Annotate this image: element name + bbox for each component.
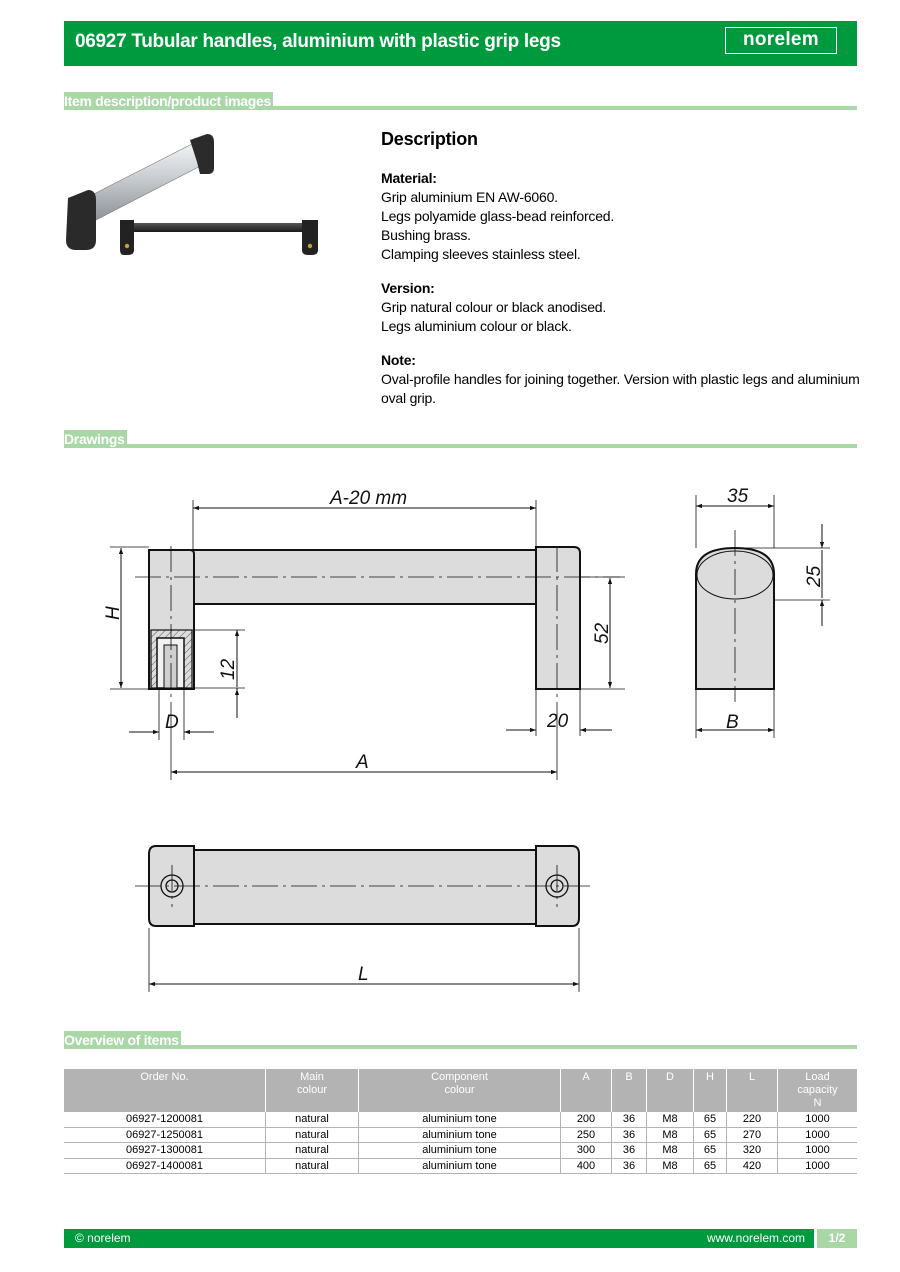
note-text: Oval-profile handles for joining together. Version with plastic legs and aluminium oval grip.	[381, 371, 860, 406]
table-cell: 300	[561, 1143, 612, 1159]
table-cell: 36	[612, 1112, 647, 1127]
table-cell: natural	[266, 1143, 359, 1159]
copyright: © norelem	[75, 1231, 131, 1245]
dim-a-minus-20: A-20 mm	[330, 488, 408, 509]
table-cell: 220	[727, 1112, 778, 1127]
top-grip	[192, 850, 536, 924]
table-cell: M8	[647, 1158, 694, 1174]
section-header-drawings	[64, 430, 857, 448]
table-cell: 1000	[778, 1158, 858, 1174]
version-line: Legs aluminium colour or black.	[381, 318, 572, 334]
dim-b: B	[726, 712, 739, 733]
table-row	[64, 1127, 857, 1143]
dim-52: 52	[592, 622, 613, 644]
dim-12: 12	[218, 658, 239, 680]
table-row	[64, 1143, 857, 1159]
table-cell: 1000	[778, 1127, 858, 1143]
table-cell: 1000	[778, 1112, 858, 1127]
table-cell: 06927-1400081	[64, 1158, 266, 1174]
table-cell: M8	[647, 1127, 694, 1143]
table-cell: 06927-1200081	[64, 1112, 266, 1127]
table-cell: 200	[561, 1112, 612, 1127]
col-load-capacity: Load capacity N	[778, 1069, 858, 1112]
table-cell: 320	[727, 1143, 778, 1159]
section-label: Overview of items	[64, 1032, 179, 1048]
table-cell: M8	[647, 1143, 694, 1159]
col-order-no: Order No.	[64, 1069, 266, 1112]
table-cell: aluminium tone	[359, 1158, 561, 1174]
dim-d: D	[165, 712, 179, 733]
dim-h: H	[103, 606, 124, 620]
section-label: Drawings	[64, 431, 125, 447]
table-cell: 36	[612, 1143, 647, 1159]
dim-a: A	[356, 752, 369, 773]
section-label: Item description/product images	[64, 93, 271, 109]
table-cell: 400	[561, 1158, 612, 1174]
col-a: A	[561, 1069, 612, 1112]
table-cell: 06927-1300081	[64, 1143, 266, 1159]
table-cell: 420	[727, 1158, 778, 1174]
material-label: Material:	[381, 170, 437, 186]
dim-25: 25	[804, 565, 825, 587]
table-row	[64, 1112, 857, 1127]
table-cell: 65	[694, 1127, 727, 1143]
material-line: Grip aluminium EN AW-6060.	[381, 189, 558, 205]
col-b: B	[612, 1069, 647, 1112]
col-component-colour: Component colour	[359, 1069, 561, 1112]
version-label: Version:	[381, 280, 435, 296]
norelem-logo: norelem	[725, 27, 837, 54]
table-cell: aluminium tone	[359, 1143, 561, 1159]
table-cell: natural	[266, 1158, 359, 1174]
right-leg	[536, 547, 580, 689]
page-header	[64, 21, 857, 66]
table-row	[64, 1158, 857, 1174]
description-heading: Description	[381, 129, 478, 149]
col-main-colour: Main colour	[266, 1069, 359, 1112]
table-cell: natural	[266, 1112, 359, 1127]
page-footer	[64, 1229, 857, 1248]
description-block	[381, 128, 861, 408]
section-header-overview	[64, 1031, 857, 1049]
dim-l: L	[358, 964, 369, 985]
table-cell: M8	[647, 1112, 694, 1127]
col-h: H	[694, 1069, 727, 1112]
table-cell: 06927-1250081	[64, 1127, 266, 1143]
product-image	[62, 128, 332, 263]
note-label: Note:	[381, 352, 416, 368]
section-header-images	[64, 92, 857, 110]
table-cell: 65	[694, 1143, 727, 1159]
page-title: 06927 Tubular handles, aluminium with plastic grip legs	[75, 31, 561, 52]
material-line: Clamping sleeves stainless steel.	[381, 246, 581, 262]
table-cell: 36	[612, 1127, 647, 1143]
technical-drawing	[0, 470, 900, 1010]
table-cell: 65	[694, 1158, 727, 1174]
website-link[interactable]: www.norelem.com	[706, 1231, 805, 1245]
table-cell: 250	[561, 1127, 612, 1143]
table-cell: aluminium tone	[359, 1112, 561, 1127]
table-cell: 1000	[778, 1143, 858, 1159]
table-cell: 36	[612, 1158, 647, 1174]
dim-35: 35	[727, 486, 749, 507]
col-l: L	[727, 1069, 778, 1112]
table-cell: natural	[266, 1127, 359, 1143]
col-d: D	[647, 1069, 694, 1112]
items-table	[64, 1069, 857, 1174]
table-header-row	[64, 1069, 857, 1112]
table-cell: 270	[727, 1127, 778, 1143]
table-cell: 65	[694, 1112, 727, 1127]
dim-20: 20	[547, 711, 569, 732]
version-line: Grip natural colour or black anodised.	[381, 299, 607, 315]
material-line: Legs polyamide glass-bead reinforced.	[381, 208, 615, 224]
table-cell: aluminium tone	[359, 1127, 561, 1143]
page-number: 1/2	[814, 1229, 857, 1248]
material-line: Bushing brass.	[381, 227, 471, 243]
